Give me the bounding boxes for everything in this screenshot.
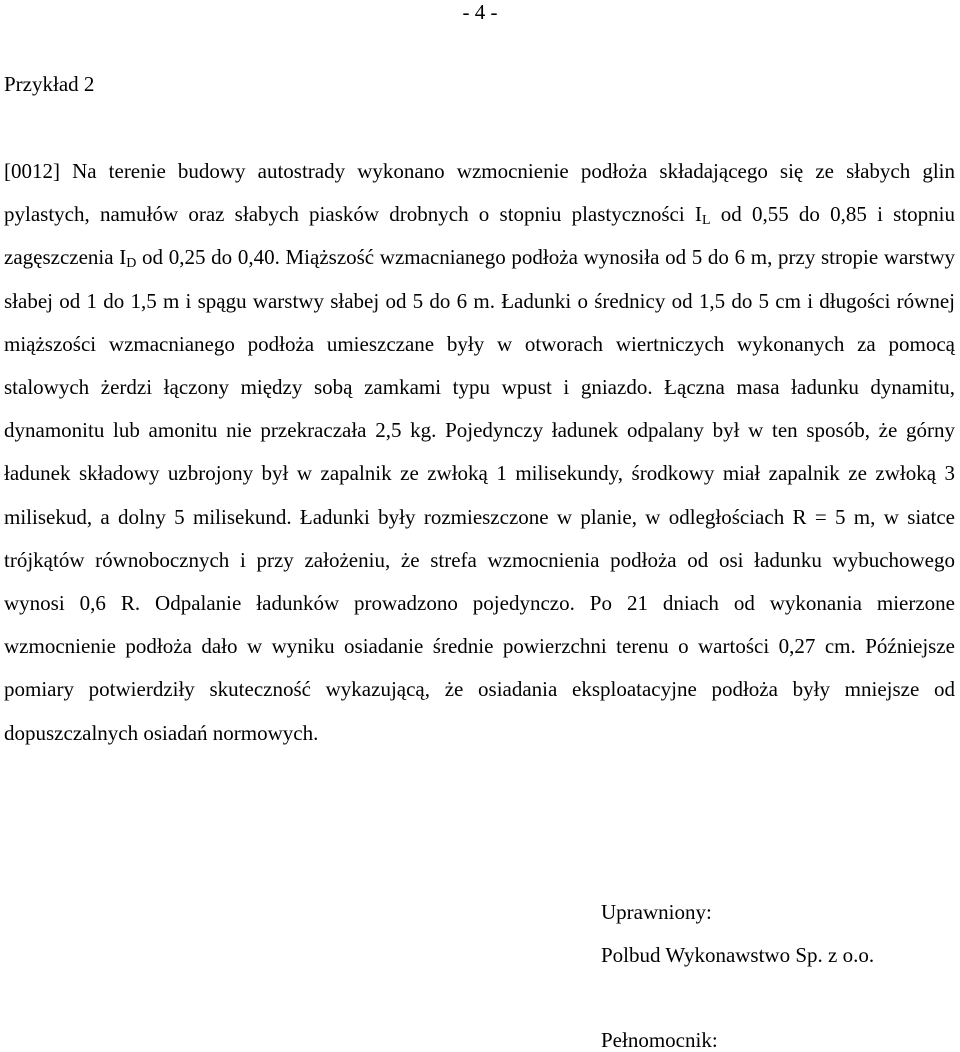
plasticity-index-subscript: L (701, 213, 711, 229)
density-index-subscript: D (126, 256, 137, 272)
attorney-label: Pełnomocnik: (601, 1028, 718, 1052)
example-paragraph (4, 150, 955, 755)
paragraph-text-part-3: od 0,25 do 0,40. Miąższość wzmacnianego podłoża wynosiła od 5 do 6 m, przy stropie warstwy słabej od 1 do 1,5 m i spągu warstwy słabej od 5 do 6 m. Ładunki o średnicy od 1,5 do 5 cm i długości równej miąższości wzmacnianego podłoża umieszczane były w otworach wiertniczych wykonanych za pomocą stalowych żerdzi łączony między sobą zamkami typu wpust i gniazdo. Łączna masa ładunku dynamitu, dynamonitu lub amonitu nie przekraczała 2,5 kg. Pojedynczy ładunek odpalany był w ten sposób, że górny ładunek składowy uzbrojony był w zapalnik ze zwłoką 1 milisekundy, środkowy miał zapalnik ze zwłoką 3 milisekud, a dolny 5 milisekund. Ładunki były rozmieszczone w planie, w odległościach R = 5 m, w siatce trójkątów równobocznych i przy założeniu, że strefa wzmocnienia podłoża od osi ładunku wybuchowego wynosi 0,6 R. Odpalanie ładunków prowadzono pojedynczo. Po 21 dniach od wykonania mierzone wzmocnienie podłoża dało w wyniku osiadanie średnie powierzchni terenu o wartości 0,27 cm. Późniejsze pomiary potwierdziły skuteczność wykazującą, że osiadania eksploatacyjne podłoża były mniejsze od dopuszczalnych osiadań normowych. (4, 245, 955, 745)
paragraph-text-part-2: od 0,55 do 0,85 i stopniu zagęszczenia I (4, 202, 955, 270)
company-name: Polbud Wykonawstwo Sp. z o.o. (601, 943, 875, 967)
example-heading: Przykład 2 (4, 72, 95, 96)
authorized-label: Uprawniony: (601, 900, 712, 924)
paragraph-text-part-1: [0012] Na terenie budowy autostrady wykonano wzmocnienie podłoża składającego się ze słabych glin pylastych, namułów oraz słabych piasków drobnych o stopniu plastyczności I (4, 159, 955, 227)
page-number: - 4 - (462, 0, 498, 24)
